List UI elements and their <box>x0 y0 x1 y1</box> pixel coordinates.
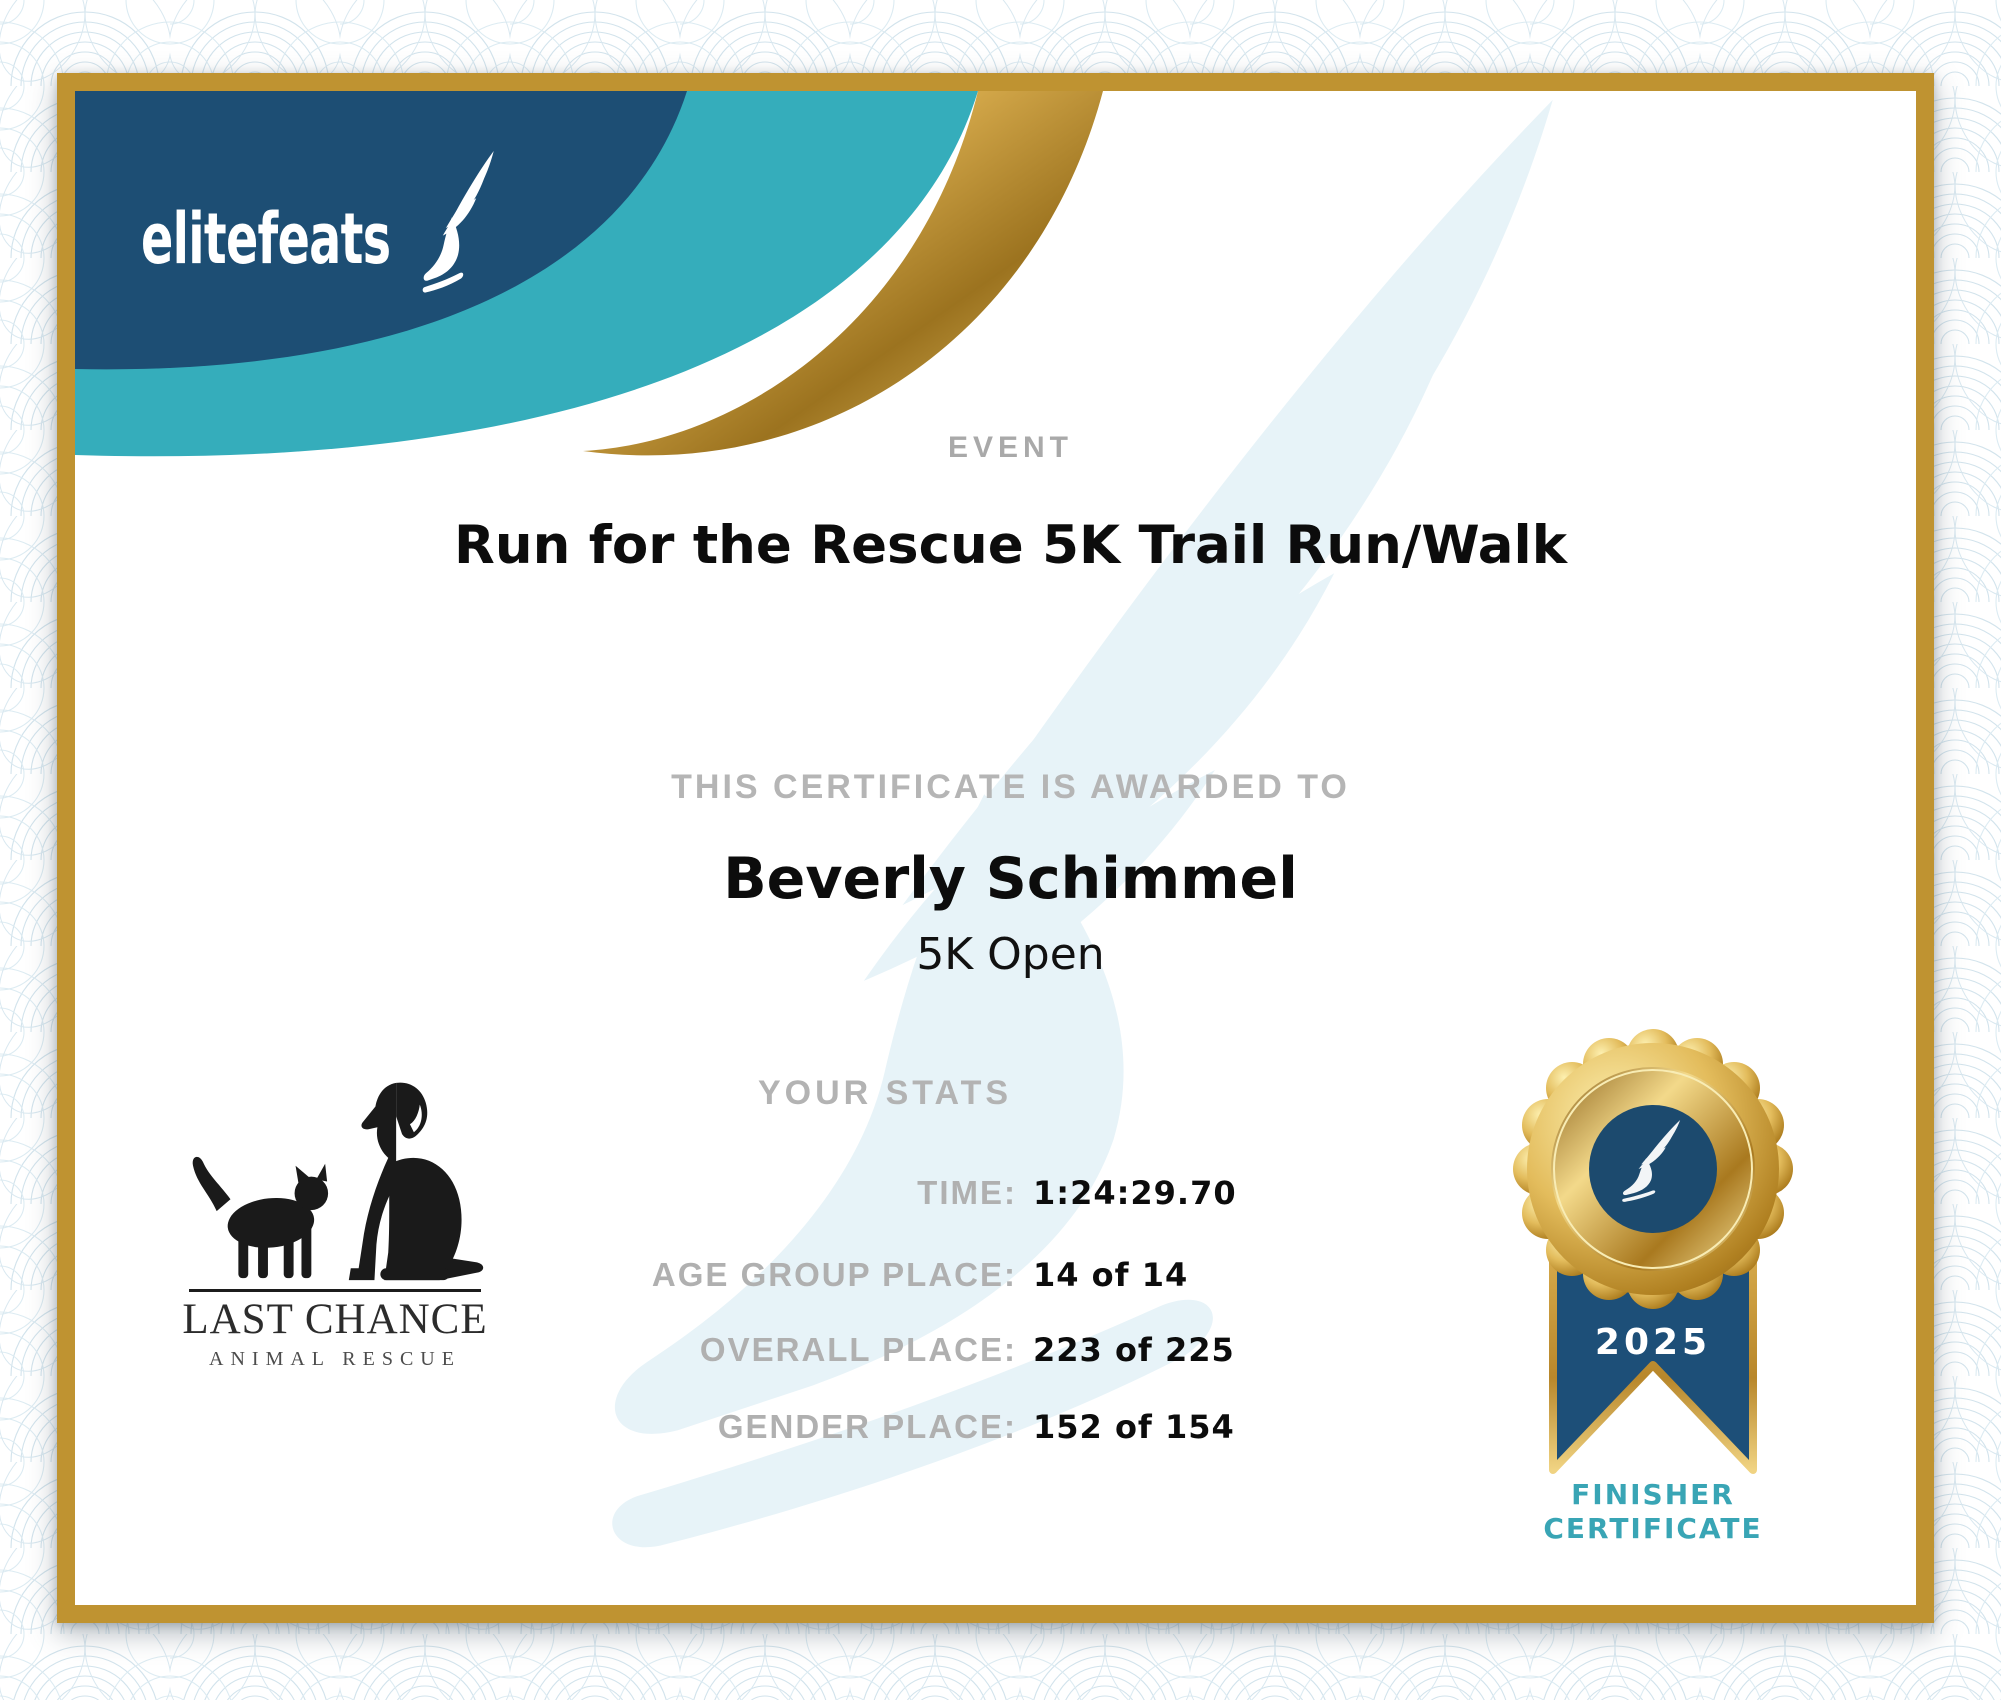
sponsor-name: LAST CHANCE <box>182 1296 488 1343</box>
awardee-name: Beverly Schimmel <box>723 846 1298 912</box>
stat-label: AGE GROUP PLACE: <box>651 1256 1017 1293</box>
gold-rosette-medal-icon <box>1490 1000 1816 1480</box>
badge-caption-line1: FINISHER <box>1571 1478 1735 1511</box>
stat-label: OVERALL PLACE: <box>699 1331 1017 1368</box>
event-title: Run for the Rescue 5K Trail Run/Walk <box>454 515 1567 576</box>
stat-label: GENDER PLACE: <box>717 1408 1017 1445</box>
stat-row-gender-place <box>90 1407 1235 1447</box>
sponsor-subtitle: ANIMAL RESCUE <box>209 1348 461 1370</box>
finisher-badge <box>1490 1000 1816 1600</box>
certificate-card <box>57 73 1934 1623</box>
awarded-to-label: THIS CERTIFICATE IS AWARDED TO <box>671 768 1350 806</box>
stat-value: 1:24:29.70 <box>1033 1174 1237 1212</box>
badge-caption <box>1450 1478 1856 1546</box>
stats-heading: YOUR STATS <box>757 1074 1013 1112</box>
stat-value: 14 of 14 <box>1033 1256 1189 1294</box>
badge-caption-line2: CERTIFICATE <box>1543 1512 1763 1545</box>
elitefeats-logo-text: elitefeats <box>141 198 391 280</box>
badge-year: 2025 <box>1594 1322 1712 1363</box>
stat-label: TIME: <box>917 1174 1017 1211</box>
cat-and-dog-silhouette-icon <box>185 1075 485 1287</box>
stat-value: 223 of 225 <box>1033 1331 1235 1369</box>
sponsor-logo-last-chance-animal-rescue <box>180 1075 490 1372</box>
sponsor-divider-line <box>189 1289 481 1292</box>
stat-value: 152 of 154 <box>1033 1408 1235 1446</box>
event-label: EVENT <box>947 431 1074 464</box>
race-division: 5K Open <box>916 929 1105 980</box>
